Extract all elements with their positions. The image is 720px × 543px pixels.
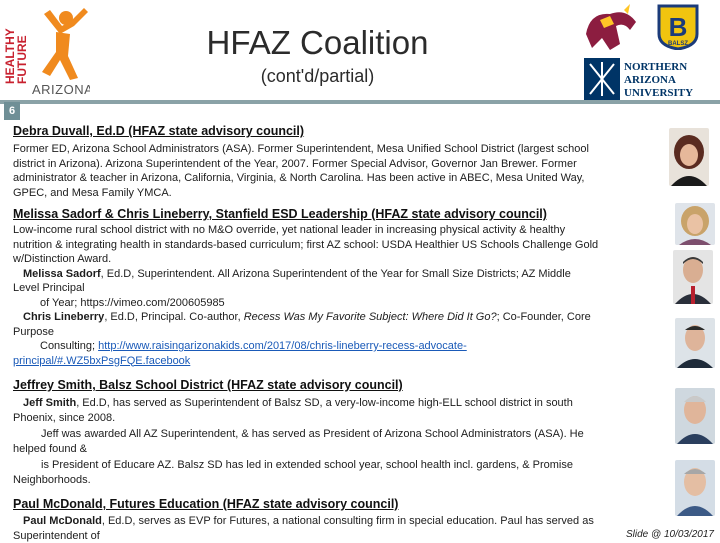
photo-paul-mcdonald — [675, 460, 715, 516]
body-line: nutrition & integrating health in standards-based curriculum; first AZ school: USDA Healthier US Schools Challenge Gold — [13, 238, 663, 253]
body-line: GPEC, and Mesa Family YMCA. — [13, 186, 653, 201]
person-name: Chris Lineberry — [23, 311, 104, 323]
photo-chris-lineberry — [673, 250, 713, 304]
body-text: , Ed.D, Superintendent. All Arizona Superintendent of the Year for Small Size Districts; AZ Middle — [101, 268, 571, 280]
article-link[interactable]: http://www.raisingarizonakids.com/2017/08/chris-lineberry-recess-advocate- — [98, 340, 467, 352]
section-body-stanfield — [13, 223, 663, 368]
section-body-duvall — [13, 142, 653, 200]
person-name: Melissa Sadorf — [23, 268, 101, 280]
body-line: Superintendent of — [13, 529, 663, 543]
photo-debra-duvall — [669, 128, 709, 186]
body-line: helped found & — [13, 442, 663, 457]
body-line: Low-income rural school district with no M&O override, yet national leader in increasing physical activity & healthy — [13, 223, 663, 238]
person-name: Paul McDonald — [23, 515, 102, 527]
section-body-mcdonald — [13, 514, 663, 543]
body-line — [13, 310, 663, 325]
body-line: district in Arizona). Arizona Superintendent of the Year, 2007. Former Special Advisor, Governor Jan Brewer. Former — [13, 157, 653, 172]
balsz-logo — [655, 4, 701, 50]
page-subtitle: (cont'd/partial) — [160, 66, 475, 87]
hfaz-logo — [4, 4, 90, 96]
body-line — [13, 514, 663, 529]
body-line: Neighborhoods. — [13, 473, 663, 488]
svg-text:FUTURE: FUTURE — [15, 35, 29, 84]
body-text: ; Co-Founder, Core — [497, 311, 591, 323]
article-link-cont[interactable]: principal/#.WZ5bxPsgFQE.facebook — [13, 355, 190, 367]
section-heading-duvall: Debra Duvall, Ed.D (HFAZ state advisory council) — [13, 124, 304, 138]
body-line: is President of Educare AZ. Balsz SD has led in extended school year, school health incl. gardens, & Promise — [13, 458, 663, 473]
asu-sun-devil-logo — [580, 4, 642, 54]
nau-logo — [584, 58, 712, 100]
photo-melissa-sadorf — [675, 203, 715, 245]
section-body-smith — [13, 396, 663, 487]
body-line: Phoenix, since 2008. — [13, 411, 663, 426]
body-text: , Ed.D, Principal. Co-author, — [104, 311, 243, 323]
body-text: Consulting; — [40, 340, 98, 352]
header-divider — [0, 100, 720, 104]
book-title: Recess Was My Favorite Subject: Where Did It Go? — [244, 311, 497, 323]
section-heading-mcdonald: Paul McDonald, Futures Education (HFAZ state advisory council) — [13, 497, 398, 511]
photo-jeffrey-smith — [675, 388, 715, 444]
body-line: w/Distinction Award. — [13, 252, 663, 267]
body-line: Purpose — [13, 325, 663, 340]
body-line — [13, 354, 663, 369]
hfaz-logo-text: ARIZONA — [32, 82, 90, 96]
nau-logo-text-3: UNIVERSITY — [624, 87, 693, 99]
slide-footer: Slide @ 10/03/2017 — [626, 529, 714, 540]
body-line: Jeff was awarded All AZ Superintendent, & has served as President of Arizona School Administrators (ASA). He — [13, 427, 663, 442]
balsz-logo-letter: B — [669, 12, 688, 42]
svg-text:HEALTHY: HEALTHY — [4, 28, 17, 84]
body-line: Former ED, Arizona School Administrators (ASA). Former Superintendent, Mesa Unified School District (largest school — [13, 142, 653, 157]
body-line: administrator & teacher in Arizona, California, Virginia, & North Carolina. Has been active in ABEC, Mesa United Way, — [13, 171, 653, 186]
nau-logo-text-2: ARIZONA — [624, 74, 676, 86]
body-line — [13, 396, 663, 411]
page-title: HFAZ Coalition — [160, 24, 475, 62]
photo-chris-lineberry-2 — [675, 318, 715, 368]
nau-logo-text-1: NORTHERN — [624, 61, 687, 73]
section-heading-stanfield: Melissa Sadorf & Chris Lineberry, Stanfield ESD Leadership (HFAZ state advisory council) — [13, 207, 547, 221]
body-text: , Ed.D, has served as Superintendent of Balsz SD, a very-low-income high-ELL school district in south — [76, 397, 573, 409]
balsz-logo-text: BALSZ — [668, 41, 688, 47]
slide-number-badge: 6 — [4, 102, 20, 120]
section-heading-smith: Jeffrey Smith, Balsz School District (HFAZ state advisory council) — [13, 378, 403, 392]
person-name: Jeff Smith — [23, 397, 76, 409]
body-line — [13, 339, 663, 354]
body-line: of Year; https://vimeo.com/200605985 — [13, 296, 663, 311]
body-line — [13, 267, 663, 282]
body-text: , Ed.D, serves as EVP for Futures, a national consulting firm in special education. Paul has served as — [102, 515, 594, 527]
body-line: Level Principal — [13, 281, 663, 296]
